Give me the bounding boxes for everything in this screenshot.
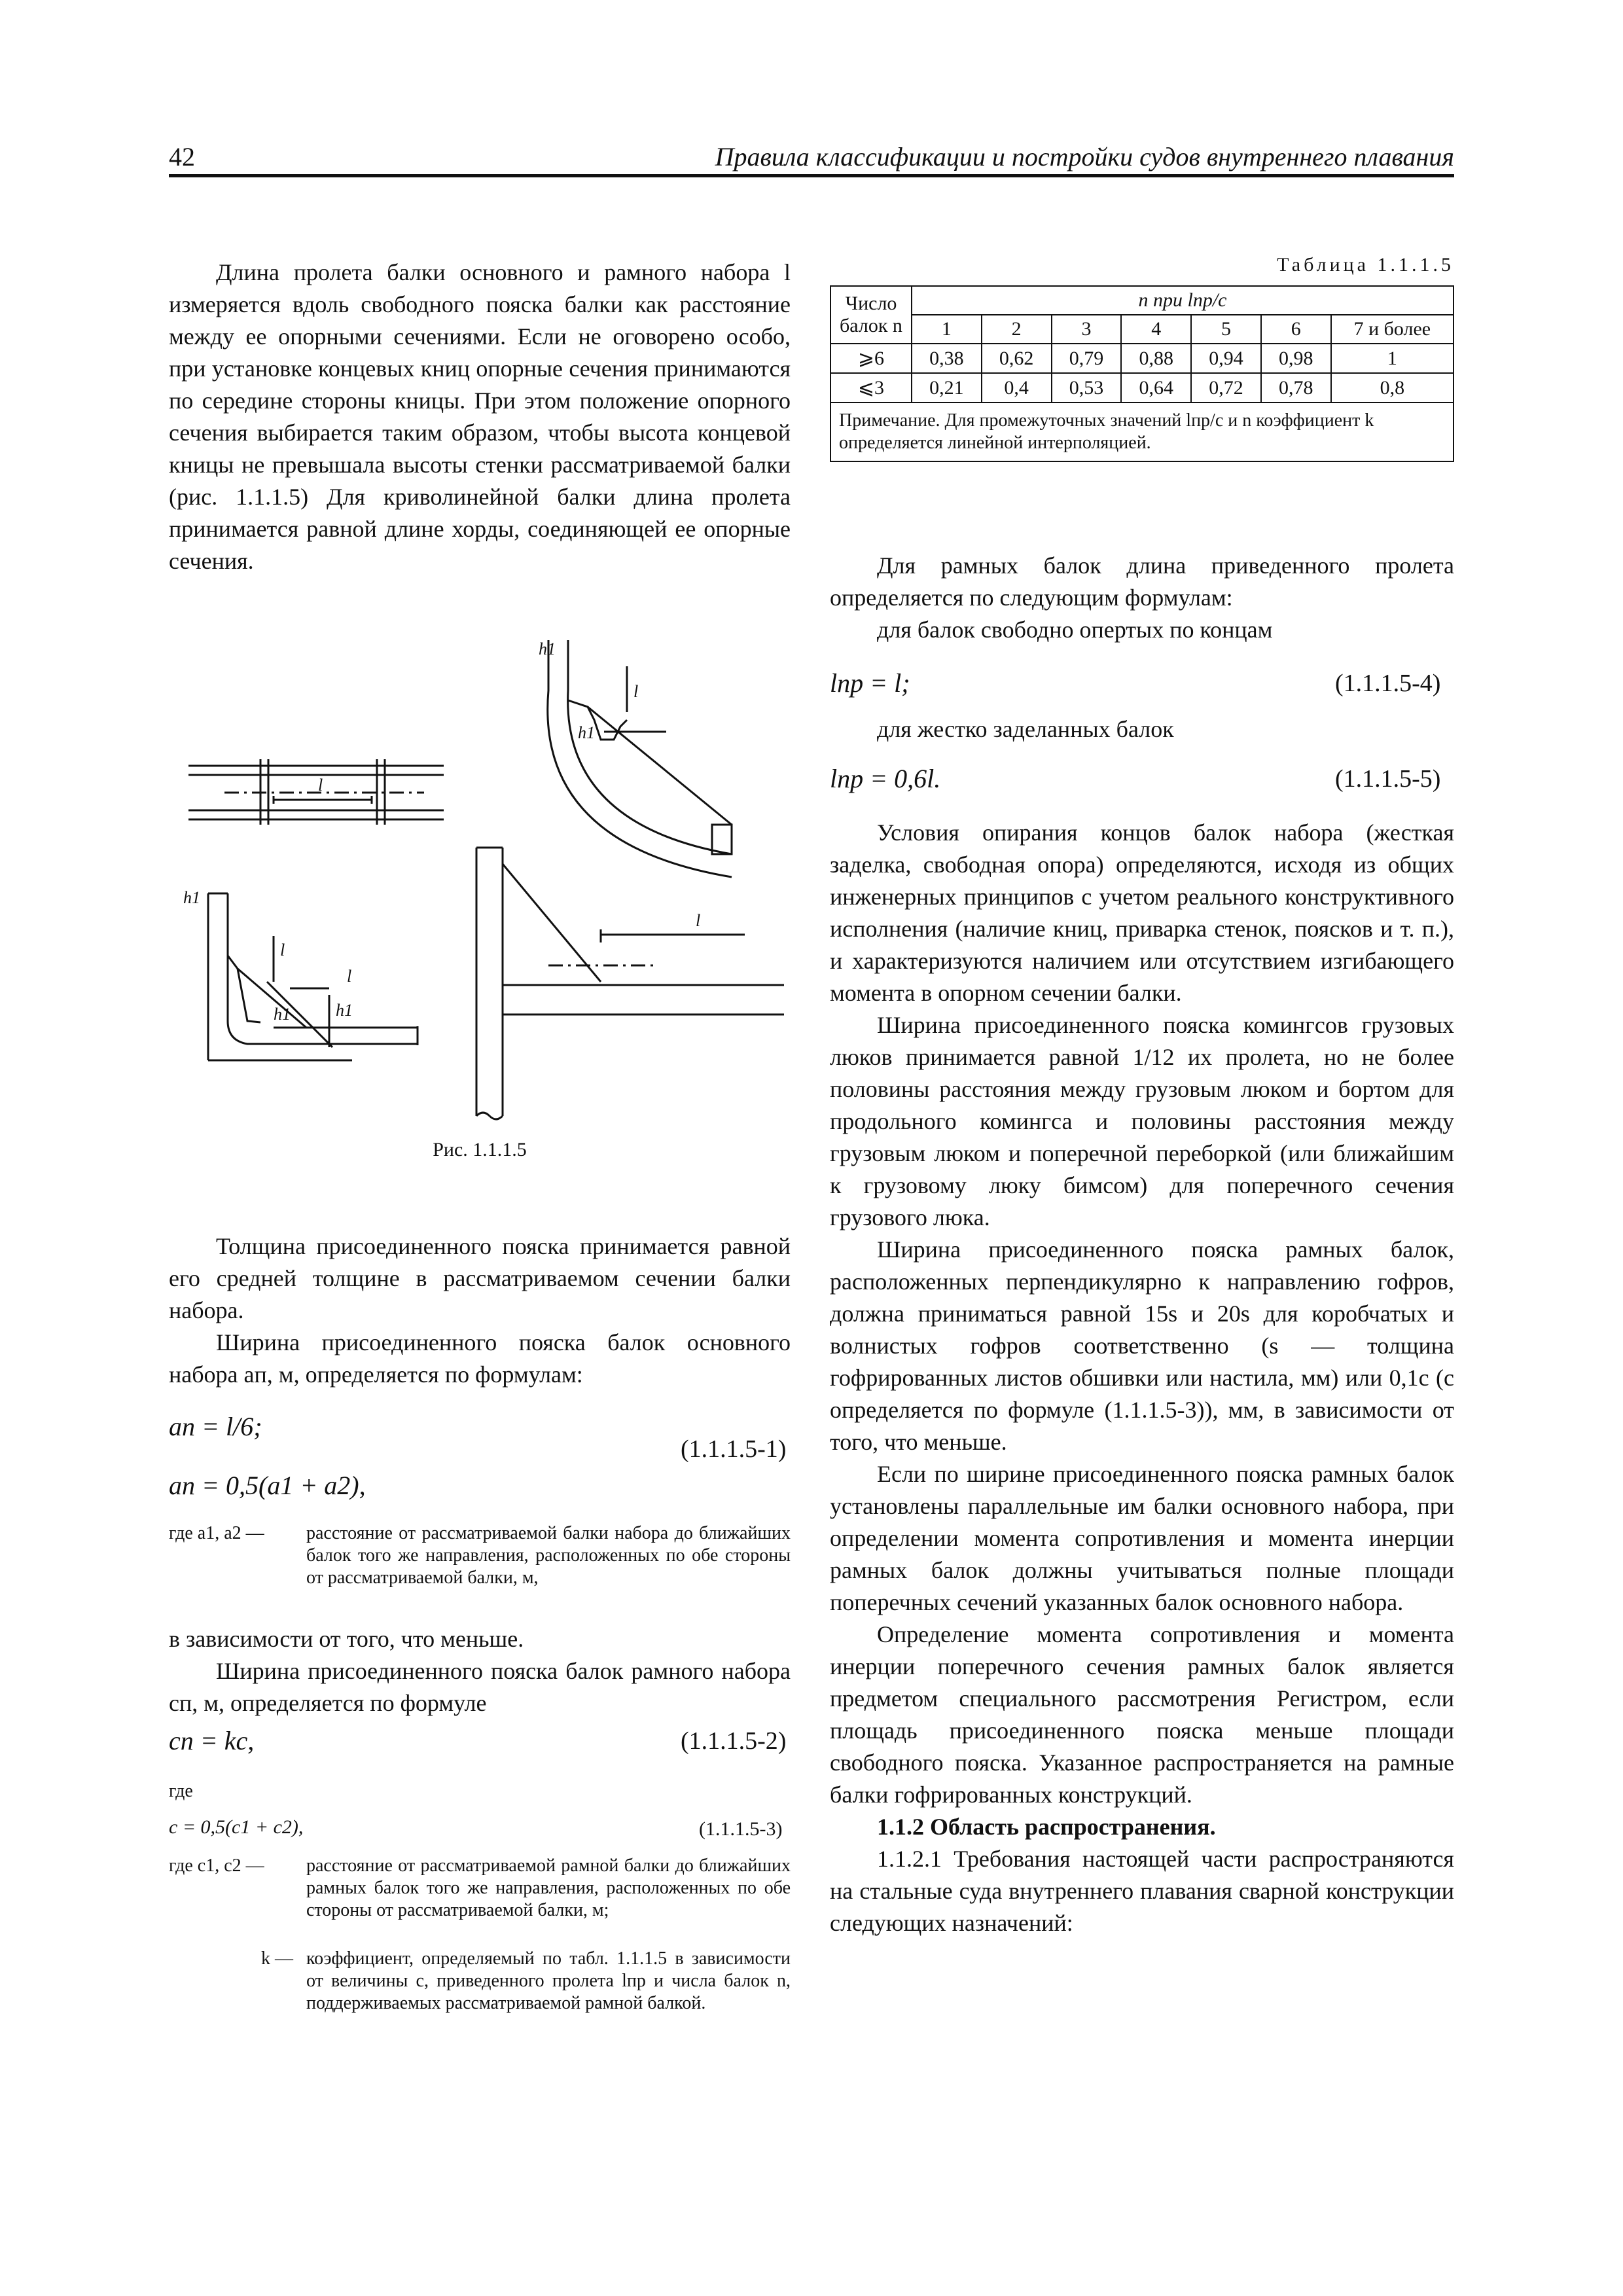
label-l-d: l	[696, 911, 701, 930]
paragraph-reduced-span: Для рамных балок длина приведенного пролета определяется по следующим формулам:	[830, 552, 1454, 611]
table-cell: 0,53	[1052, 373, 1122, 403]
figure-caption: Рис. 1.1.1.5	[433, 1139, 527, 1160]
table-cell: 0,8	[1331, 373, 1454, 403]
formula-1-1-1-5-1a: aп = l/6;	[169, 1412, 262, 1441]
formula-number-3: (1.1.1.5-3)	[699, 1818, 783, 1840]
label-l-c1: l	[280, 941, 285, 960]
label-l-c2: l	[347, 967, 352, 986]
table-row	[830, 344, 1454, 373]
table-cell: 0,94	[1191, 344, 1261, 373]
label-h1-b2: h1	[578, 723, 595, 742]
table-cell: 0,88	[1121, 344, 1191, 373]
table-caption: Таблица 1.1.1.5	[1277, 254, 1454, 276]
where-label: где c1, c2 —	[169, 1856, 264, 1876]
table-1-1-1-5	[830, 254, 1454, 462]
paragraph-span-length: Длина пролета балки основного и рамного набора l измеряется вдоль свободного пояска балки как расстояние между ее опорными сечениями. Если не оговорено особо, при установке концевых книц опорные сечения принимаются по середине стороны кницы. При этом положение опорного сечения выбирается таким образом, чтобы высота концевой кницы не превышала высоты стенки рассматриваемой балки (рис. 1.1.1.5) Для криволинейной балки длина пролета принимается равной длине хорды, соединяющей ее опорные сечения.	[169, 259, 791, 574]
table-col-header: 2	[982, 315, 1052, 344]
paragraph-hatch-coaming: Ширина присоединенного пояска комингсов грузовых люков принимается равной 1/12 их пролета, но не более половины расстояния между грузовым люком и бортом для продольного комингса и половины расстояния между грузовым люком и поперечной переборкой (или ближайшим к грузовому люку бимсом) для поперечного сечения грузового люка.	[830, 1012, 1454, 1230]
diagram-bulkhead-beam	[476, 848, 784, 1119]
beam-bracket-diagram	[169, 628, 791, 1126]
paragraph-1-1-2-1: 1.1.2.1 Требования настоящей части распространяются на стальные суда внутреннего плавания сварной конструкции следующих назначений:	[830, 1846, 1454, 1936]
table-col-header: 1	[912, 315, 982, 344]
table-cell: 0,38	[912, 344, 982, 373]
formula-number-2: (1.1.1.5-2)	[681, 1727, 787, 1755]
table-cell: ⩽3	[830, 373, 912, 403]
table-col-header: 5	[1191, 315, 1261, 344]
label-h1-c2: h1	[274, 1005, 291, 1024]
formula-1-1-1-5-3: c = 0,5(c1 + c2),	[169, 1816, 304, 1838]
paragraph-register-review: Определение момента сопротивления и момента инерции поперечного сечения рамных балок является предметом специального рассмотрения Регистром, если площадь присоединенного пояска меньше площади свободного пояска. Указанное распространяется на рамные балки гофрированных конструкций.	[830, 1621, 1454, 1808]
table-col-header: 6	[1261, 315, 1331, 344]
table-cell: 0,78	[1261, 373, 1331, 403]
paragraph-flange-width-frame: Ширина присоединенного пояска балок рамного набора cп, м, определяется по формуле	[169, 1658, 791, 1716]
where-text: коэффициент, определяемый по табл. 1.1.1.5 в зависимости от величины c, приведенного пролета lпр и числа балок n, поддерживаемых рассматриваемой рамной балкой.	[306, 1948, 791, 2013]
table-cell: ⩾6	[830, 344, 912, 373]
formula-number-1: (1.1.1.5-1)	[681, 1435, 787, 1463]
paragraph-fixed-ends: для жестко заделанных балок	[877, 716, 1174, 742]
where-label: k —	[261, 1948, 293, 1969]
table-cell: 0,21	[912, 373, 982, 403]
formula-1-1-1-5-5: lпр = 0,6l.	[830, 764, 941, 793]
right-column-fixed	[830, 713, 1454, 745]
table-col-header: 4	[1121, 315, 1191, 344]
label-h1-b1: h1	[539, 639, 556, 658]
right-column-top	[830, 550, 1454, 646]
formula-number-5: (1.1.1.5-5)	[1335, 765, 1441, 793]
formula-1-1-1-5-4: lпр = l;	[830, 668, 910, 698]
table-cell: 0,4	[982, 373, 1052, 403]
paragraph-corrugated: Ширина присоединенного пояска рамных балок, расположенных перпендикулярно к направлению гофров, должна приниматься равной 15s и 20s для коробчатых и волнистых гофров соответственно (s — толщина гофрированных листов обшивки или настила, мм) или 0,1c (c определяется по формуле (1.1.1.5-3)), мм, в зависимости от того, что меньше.	[830, 1236, 1454, 1455]
table-cell: 0,98	[1261, 344, 1331, 373]
figure-1-1-1-5	[169, 628, 791, 1178]
paragraph-flange-thickness: Толщина присоединенного пояска принимается равной его средней толщине в рассматриваемом сечении балки набора.	[169, 1233, 791, 1323]
table-cell: 1	[1331, 344, 1454, 373]
left-column-top	[169, 257, 791, 577]
table-col-header: 3	[1052, 315, 1122, 344]
paragraph-flange-width-main: Ширина присоединенного пояска балок основного набора aп, м, определяется по формулам:	[169, 1329, 791, 1388]
table-col-header: 7 и более	[1331, 315, 1454, 344]
page-number: 42	[169, 142, 195, 171]
label-h1-c3: h1	[336, 1001, 353, 1020]
where-c1-c2	[169, 1855, 791, 1944]
where-label: где a1, a2 —	[169, 1523, 264, 1543]
diagram-frame-brackets	[208, 893, 418, 1060]
formula-1-1-1-5-2: cп = kc,	[169, 1726, 255, 1755]
table-cell: 0,72	[1191, 373, 1261, 403]
diagram-curved-frame	[548, 640, 732, 877]
where-a1-a2	[169, 1522, 791, 1614]
table-cell: 0,64	[1121, 373, 1191, 403]
label-l-a: l	[318, 776, 323, 795]
table-note: Примечание. Для промежуточных значений lпр/c и n коэффициент k определяется линейной интерполяцией.	[830, 403, 1454, 461]
diagram-straight-beam	[188, 759, 444, 825]
table-row	[830, 373, 1454, 403]
formula-1-1-1-5-1b: aп = 0,5(a1 + a2),	[169, 1471, 366, 1500]
table-cell: 0,62	[982, 344, 1052, 373]
running-title: Правила классификации и постройки судов внутреннего плавания	[715, 142, 1454, 171]
paragraph-parallel-beams: Если по ширине присоединенного пояска рамных балок установлены параллельные им балки основного набора, при определении момента сопротивления и момента инерции рамных балок должны учитываться полные площади поперечных сечений указанных балок основного набора.	[830, 1461, 1454, 1615]
coefficient-table	[830, 285, 1454, 462]
paragraph-whichever-less: в зависимости от того, что меньше.	[169, 1626, 524, 1652]
where-k	[169, 1948, 791, 2039]
left-column-cont	[169, 1623, 791, 1719]
formula-number-4: (1.1.1.5-4)	[1335, 670, 1441, 697]
table-header-n: Число балок n	[830, 286, 912, 344]
table-cell: 0,79	[1052, 344, 1122, 373]
paragraph-simply-supported: для балок свободно опертых по концам	[877, 617, 1273, 643]
right-column-main	[830, 817, 1454, 1939]
paragraph-support-conditions: Условия опирания концов балок набора (жесткая заделка, свободная опора) определяются, исходя из общих инженерных принципов с учетом реального конструктивного исполнения (наличие книц, приварка стенок, поясков и т. п.), и характеризуются наличием или отсутствием изгибающего момента в опорном сечении балки.	[830, 819, 1454, 1006]
table-group-header: n при lпр/c	[912, 286, 1454, 315]
left-column-bottom	[169, 1230, 791, 1391]
where-word: где	[169, 1781, 193, 1801]
section-heading-1-1-2: 1.1.2 Область распространения.	[877, 1814, 1216, 1840]
where-text: расстояние от рассматриваемой рамной балки до ближайших рамных балок того же направления, расположенных по обе стороны от рассматриваемой балки, м;	[306, 1856, 791, 1920]
label-h1-c1: h1	[183, 888, 200, 907]
header-rule	[169, 174, 1454, 177]
where-text: расстояние от рассматриваемой балки набора до ближайших балок того же направления, расположенных по обе стороны от рассматриваемой балки, м,	[306, 1523, 791, 1588]
label-l-b: l	[633, 682, 639, 701]
